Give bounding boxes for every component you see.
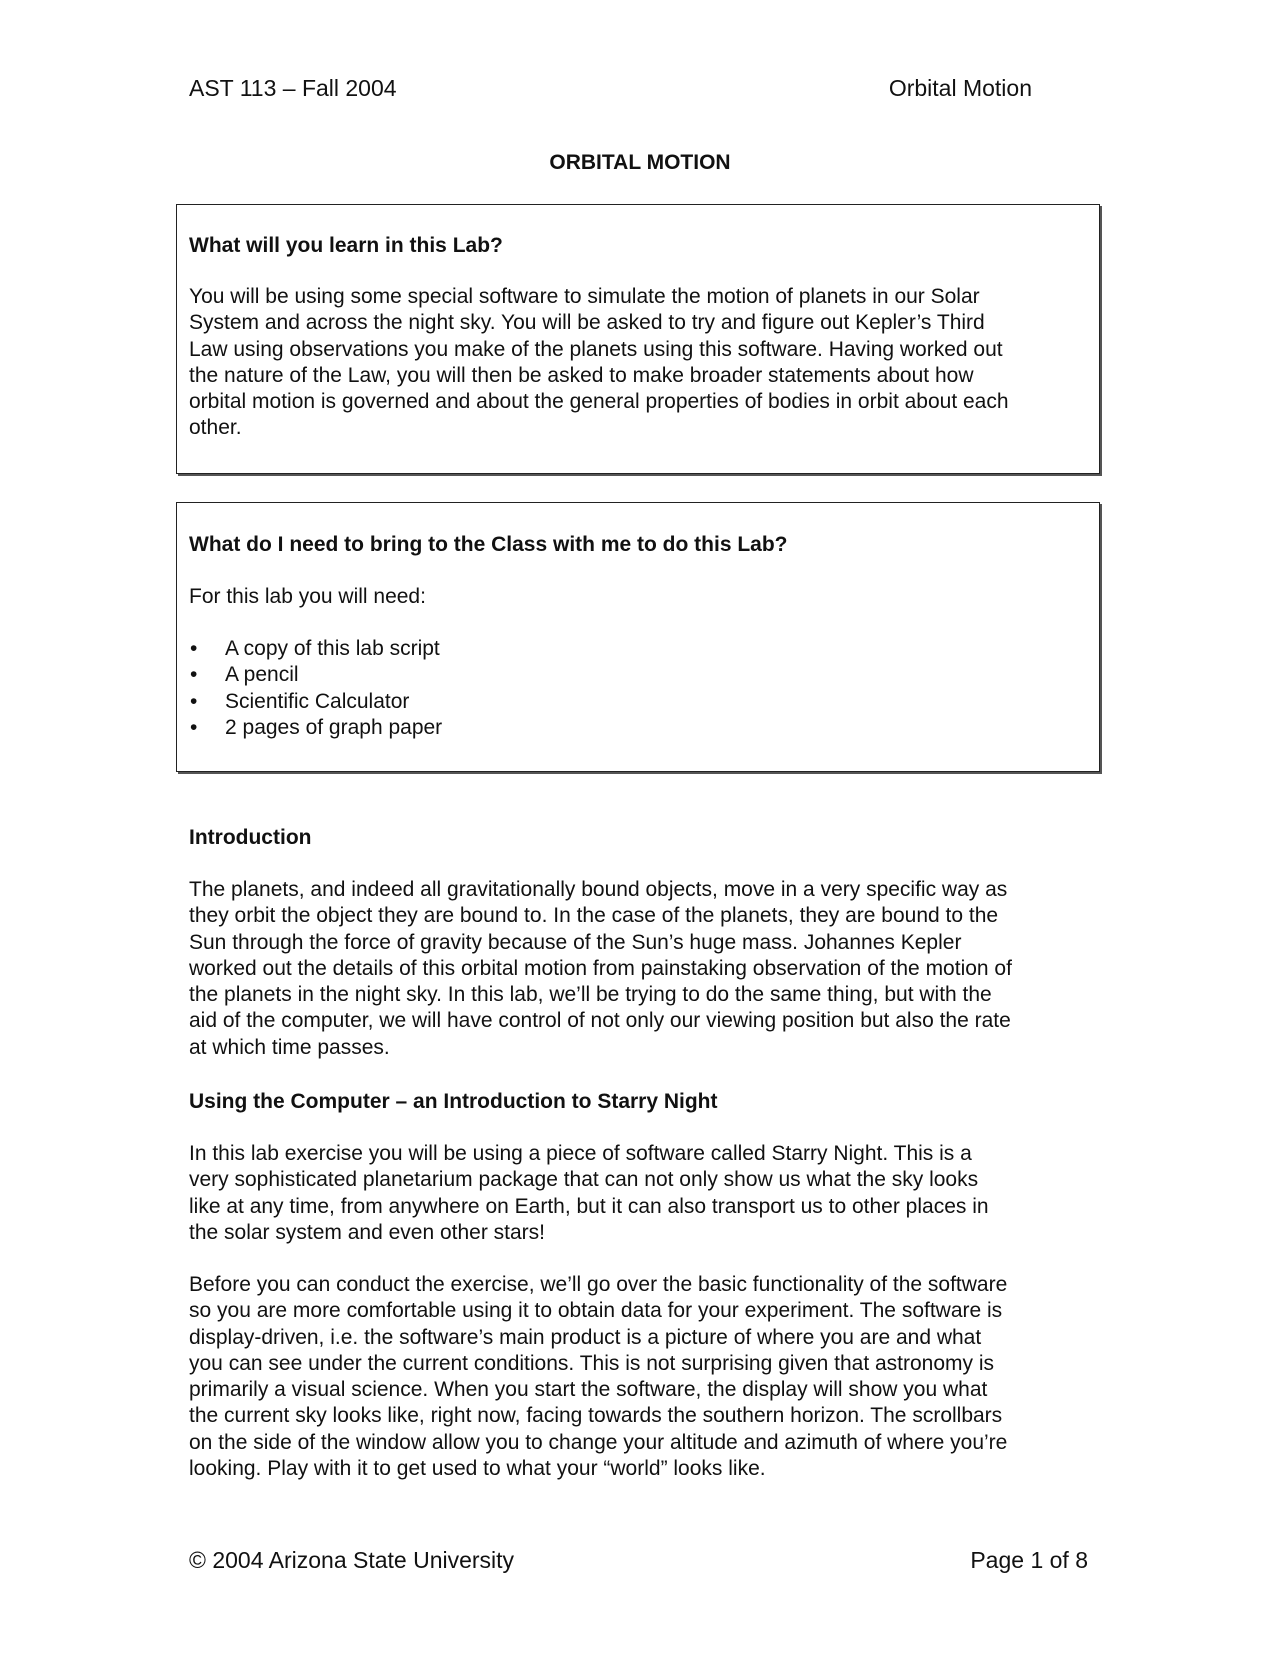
list-item [189, 636, 442, 662]
text-line: Sun through the force of gravity because of the Sun’s huge mass. Johannes Kepler [189, 930, 962, 954]
text-line: looking. Play with it to get used to what your “world” looks like. [189, 1457, 766, 1481]
list-item-label: 2 pages of graph paper [225, 715, 443, 739]
text-line: the current sky looks like, right now, facing towards the southern horizon. The scrollbars [189, 1404, 1003, 1428]
text-line: Law using observations you make of the planets using this software. Having worked out [189, 337, 1003, 361]
bring-heading: What do I need to bring to the Class with me to do this Lab? [189, 533, 788, 556]
text-line: Before you can conduct the exercise, we’ll go over the basic functionality of the software [189, 1273, 1008, 1296]
learn-paragraph [189, 284, 1089, 442]
text-line: the nature of the Law, you will then be asked to make broader statements about how [189, 363, 974, 387]
introduction-paragraph [189, 877, 1089, 1061]
computer-paragraph-2 [189, 1272, 1089, 1482]
list-item [189, 689, 442, 715]
learn-heading: What will you learn in this Lab? [189, 234, 503, 257]
text-line: You will be using some special software to simulate the motion of planets in our Solar [189, 285, 980, 308]
text-line: In this lab exercise you will be using a piece of software called Starry Night. This is a [189, 1142, 972, 1165]
text-line: you can see under the current conditions. This is not surprising given that astronomy is [189, 1351, 995, 1375]
header-topic: Orbital Motion [888, 75, 1032, 101]
text-line: at which time passes. [189, 1035, 390, 1059]
bullet-icon: • [190, 663, 198, 687]
text-line: The planets, and indeed all gravitationally bound objects, move in a very specific way as [189, 878, 1008, 901]
text-line: very sophisticated planetarium package that can not only show us what the sky looks [189, 1168, 979, 1192]
text-line: aid of the computer, we will have control of not only our viewing position but also the rate [189, 1009, 1011, 1033]
bullet-icon: • [190, 637, 198, 660]
list-item-label: A copy of this lab script [225, 637, 440, 660]
text-line: on the side of the window allow you to change your altitude and azimuth of where you’re [189, 1430, 1008, 1454]
text-line: worked out the details of this orbital motion from painstaking observation of the motion of [189, 956, 1012, 980]
text-line: like at any time, from anywhere on Earth, but it can also transport us to other places in [189, 1194, 989, 1218]
list-item-label: Scientific Calculator [225, 689, 410, 713]
footer-page-number: Page 1 of 8 [970, 1547, 1088, 1573]
bring-intro [189, 584, 1089, 610]
text-line: so you are more comfortable using it to obtain data for your experiment. The software is [189, 1299, 1003, 1323]
text-line: they orbit the object they are bound to. In the case of the planets, they are bound to the [189, 904, 999, 928]
list-item [189, 662, 442, 688]
footer-copyright: © 2004 Arizona State University [189, 1547, 515, 1573]
list-item-label: A pencil [225, 663, 299, 687]
computer-paragraph-1 [189, 1141, 1089, 1246]
text-line: For this lab you will need: [189, 585, 426, 608]
text-line: the planets in the night sky. In this lab, we’ll be trying to do the same thing, but with the [189, 983, 992, 1007]
bring-list [189, 636, 442, 741]
text-line: System and across the night sky. You will be asked to try and figure out Kepler’s Third [189, 311, 985, 335]
bullet-icon: • [190, 715, 198, 739]
computer-heading: Using the Computer – an Introduction to Starry Night [189, 1090, 718, 1113]
list-item [189, 715, 442, 741]
text-line: display-driven, i.e. the software’s main product is a picture of where you are and what [189, 1325, 982, 1349]
text-line: other. [189, 416, 242, 440]
introduction-heading: Introduction [189, 826, 312, 849]
text-line: primarily a visual science. When you start the software, the display will show you what [189, 1378, 988, 1402]
text-line: orbital motion is governed and about the general properties of bodies in orbit about each [189, 390, 1009, 414]
page-title: ORBITAL MOTION [549, 151, 731, 174]
header-course: AST 113 – Fall 2004 [189, 75, 397, 101]
text-line: the solar system and even other stars! [189, 1220, 546, 1244]
bullet-icon: • [190, 689, 198, 713]
